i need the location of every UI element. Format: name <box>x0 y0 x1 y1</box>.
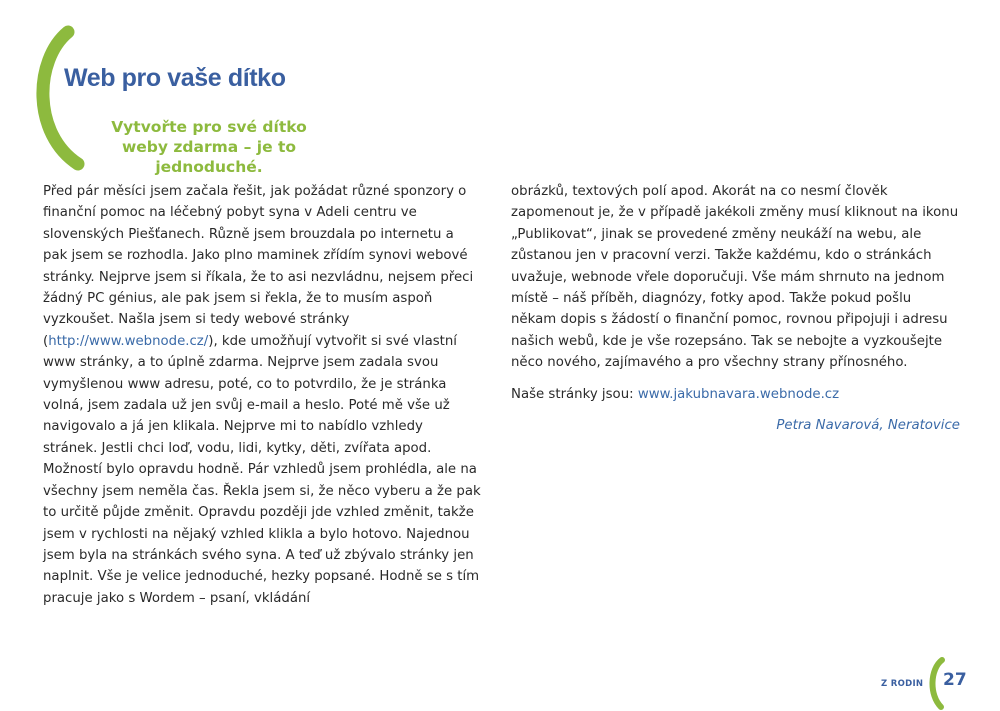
webnode-link[interactable]: http://www.webnode.cz/ <box>48 333 209 349</box>
website-label: Naše stránky jsou: <box>511 386 638 402</box>
author-signature: Petra Navarová, Neratovice <box>776 418 960 434</box>
website-line <box>511 384 960 405</box>
left-column <box>43 181 481 609</box>
body-paragraph <box>43 181 481 609</box>
article-title: Web pro vaše dítko <box>64 64 286 92</box>
green-bracket-icon <box>22 22 86 174</box>
section-label: Z RODIN <box>881 679 924 689</box>
website-link[interactable]: www.jakubnavara.webnode.cz <box>637 386 840 402</box>
page-number: 27 <box>943 670 967 690</box>
article-subtitle: Vytvořte pro své dítko weby zdarma – je to jednoduché. <box>111 118 307 176</box>
body-text: ), kde umožňují vytvořit si své vlastní www stránky, a to úplně zdarma. Nejprve jsem zadala svou vymyšlenou www adresu, poté, co to potvrdilo, že je stránka volná, jsem zadala už jen svůj e-mail a heslo. Poté mě vše už navigovalo a já jen klikala. Nejprve mi to nabídlo vzhledy stránek. Jestli chci loď, vodu, lidi, kytky, děti, zvířata apod. Možností bylo opravdu hodně. Pár vzhledů jsem prohlédla, ale na všechny jsem neměla čas. Řekla jsem si, že něco vyberu a že pak to určitě půjde změnit. Opravdu později jde vzhled změnit, takže jsem v rychlosti na nějaký vzhled klikla a bylo hotovo. Najednou jsem byla na stránkách svého syna. A teď už zbývalo stránky jen naplnit. Vše je velice jednoduché, hezky popsané. Hodně se s tím pracuje jako s Wordem – psaní, vkládání <box>43 333 481 606</box>
body-text: Před pár měsíci jsem začala řešit, jak požádat různé sponzory o finanční pomoc na léčebný pobyt syna v Adeli centru ve slovenských Piešťanech. Různě jsem brouzdala po internetu a pak jsem se rozhodla. Jako plno maminek zřídím synovi webové stránky. Nejprve jsem si říkala, že to asi nezvládnu, nejsem přeci žádný PC génius, ale pak jsem si řekla, že to musím aspoň vyzkoušet. Našla jsem si tedy webové stránky ( <box>43 184 474 349</box>
right-column <box>511 181 960 436</box>
body-paragraph: obrázků, textových polí apod. Akorát na co nesmí člověk zapomenout je, že v případě jakékoli změny musí kliknout na ikonu „Publikovat“, jinak se provedené změny neukáží na webu, ale zůstanou jen v pracovní verzi. Takže každému, kdo o stránkách uvažuje, webnode vřele doporučuji. Vše mám shrnuto na jednom místě – náš příběh, diagnózy, fotky apod. Takže pokud pošlu někam dopis s žádostí o finanční pomoc, rovnou připojuji i adresu našich webů, kde je vše rozepsáno. Tak se nebojte a vyzkoušejte něco nového, zajímavého a pro všechny strany přínosného. <box>511 184 959 371</box>
